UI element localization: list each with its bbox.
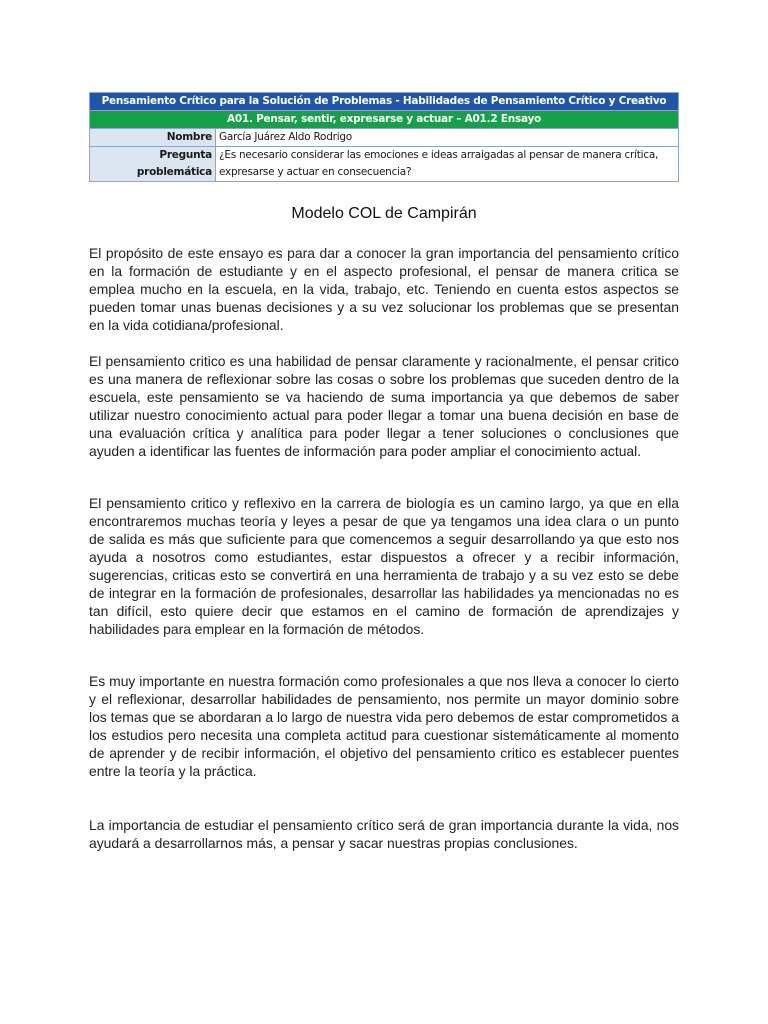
paragraph-2: El pensamiento critico es una habilidad de pensar claramente y racionalmente, el pensar critico es una manera de reflexionar sobre las cosas o sobre los problemas que suceden dentro de la escuela, este pensamiento se va haciendo de suma importancia ya que debemos de saber utilizar nuestro conocimiento actual para poder llegar a tomar una buena decisión en base de una evaluación crítica y analítica para poder llegar a tener soluciones o conclusiones que ayuden a identificar las fuentes de información para poder ampliar el conocimiento actual. bbox=[89, 353, 679, 459]
question-label-line1: Pregunta bbox=[159, 149, 212, 161]
activity-title: A01. Pensar, sentir, expresarse y actuar – A01.2 Ensayo bbox=[90, 111, 679, 129]
name-value: García Juárez Aldo Rodrigo bbox=[216, 129, 679, 147]
course-title-row bbox=[90, 93, 679, 111]
question-row bbox=[90, 147, 679, 182]
course-title: Pensamiento Crítico para la Solución de Problemas - Habilidades de Pensamiento Crítico y Creativo bbox=[90, 93, 679, 111]
paragraph-3: El pensamiento critico y reflexivo en la carrera de biología es un camino largo, ya que en ella encontraremos muchas teoría y leyes a pesar de que ya tengamos una idea clara o un punto de salida es más que suficiente para que comencemos a seguir desarrollando ya que esto nos ayuda a nosotros como estudiantes, estar dispuestos a ofrecer y a recibir información, sugerencias, criticas esto se convertirá en una herramienta de trabajo y a su vez esto se debe de integrar en la formación de profesionales, desarrollar las habilidades ya mencionadas no es tan difícil, esto quiere decir que estamos en el camino de formación de aprendizajes y habilidades para emplear en la formación de métodos. bbox=[89, 495, 679, 637]
question-label bbox=[90, 147, 216, 182]
question-value: ¿Es necesario considerar las emociones e ideas arraigadas al pensar de manera crítica, expresarse y actuar en consecuencia? bbox=[216, 147, 679, 182]
document-title: Modelo COL de Campirán bbox=[291, 205, 477, 222]
paragraph-1: El propósito de este ensayo es para dar a conocer la gran importancia del pensamiento crítico en la formación de estudiante y en el aspecto profesional, el pensar de manera critica se emplea mucho en la escuela, en la vida, trabajo, etc. Teniendo en cuenta estos aspectos se pueden tomar unas buenas decisiones y a su vez solucionar los problemas que se presentan en la vida cotidiana/profesional. bbox=[89, 245, 679, 333]
name-row bbox=[90, 129, 679, 147]
header-table bbox=[89, 92, 679, 182]
paragraph-5: La importancia de estudiar el pensamiento crítico será de gran importancia durante la vida, nos ayudará a desarrollarnos más, a pensar y sacar nuestras propias conclusiones. bbox=[89, 817, 679, 851]
name-label: Nombre bbox=[90, 129, 216, 147]
question-label-line2: problemática bbox=[136, 166, 212, 178]
activity-row bbox=[90, 111, 679, 129]
paragraph-4: Es muy importante en nuestra formación como profesionales a que nos lleva a conocer lo cierto y el reflexionar, desarrollar habilidades de pensamiento, nos permite un mayor dominio sobre los temas que se abordaran a lo largo de nuestra vida pero debemos de estar comprometidos a los estudios pero necesita una completa actitud para cuestionar sistemáticamente al momento de aprender y de recibir información, el objetivo del pensamiento critico es establecer puentes entre la teoría y la práctica. bbox=[89, 673, 679, 779]
